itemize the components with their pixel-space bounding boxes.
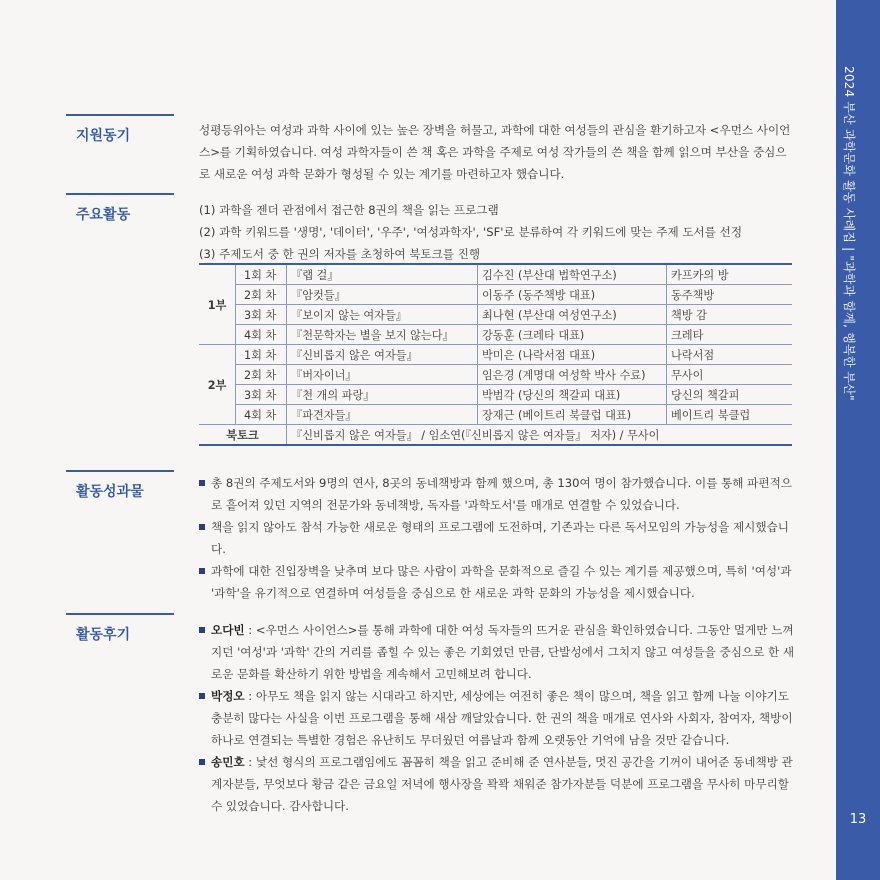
book-cell: 『신비롭지 않은 여자들』 — [287, 345, 478, 365]
table-row — [199, 365, 792, 385]
speaker-cell: 장재근 (베이트리 북클럽 대표) — [478, 405, 667, 425]
activity-item: (2) 과학 키워드를 '생명', '데이터', '우주', '여성과학자', 'SF'로 분류하여 각 키워드에 맞는 주제 도서를 선정 — [199, 225, 743, 239]
table-row — [199, 285, 792, 305]
table-row — [199, 425, 792, 446]
section-heading: 주요활동 — [76, 207, 131, 223]
venue-cell: 나락서점 — [667, 345, 793, 365]
speaker-cell: 이동주 (동주책방 대표) — [478, 285, 667, 305]
venue-cell: 베이트리 북클럽 — [667, 405, 793, 425]
speaker-cell: 임은경 (계명대 여성학 박사 수료) — [478, 365, 667, 385]
venue-cell: 무사이 — [667, 365, 793, 385]
part-label: 2부 — [199, 345, 236, 425]
list-item — [199, 619, 795, 685]
speaker-cell: 김수진 (부산대 법학연구소) — [478, 264, 667, 285]
section-reviews — [66, 613, 174, 644]
review-text: : 아무도 책을 읽지 않는 시대라고 하지만, 세상에는 여전히 좋은 책이 많으며, 책을 읽고 함께 나눌 이야기도 충분히 많다는 사실을 이번 프로그램을 통해 새삼 깨달았습니다. 한 권의 책을 매개로 연사와 사회자, 참여자, 책방이 하나로 연결되는 특별한 경험은 유난히도 무더웠던 여름날과 함께 오랫동안 기억에 남을 것만 같습니다. — [211, 689, 793, 747]
section-motivation — [66, 114, 174, 145]
venue-cell: 카프카의 방 — [667, 264, 793, 285]
session-cell: 2회 차 — [236, 365, 287, 385]
reviews-list — [199, 619, 795, 817]
activities-list — [199, 199, 795, 265]
activity-item: (1) 과학을 젠더 관점에서 접근한 8권의 책을 읽는 프로그램 — [199, 203, 499, 217]
session-cell: 2회 차 — [236, 285, 287, 305]
square-bullet-icon — [199, 759, 205, 765]
result-text: 총 8권의 주제도서와 9명의 연사, 8곳의 동네책방과 함께 했으며, 총 130여 명이 참가했습니다. 이를 통해 파편적으로 흩어져 있던 지역의 전문가와 동네책방, 독자를 '과학도서'를 매개로 연결할 수 있었습니다. — [211, 476, 792, 512]
speaker-cell: 박미은 (나락서점 대표) — [478, 345, 667, 365]
session-cell: 1회 차 — [236, 345, 287, 365]
results-list — [199, 472, 795, 604]
book-cell: 『천 개의 파랑』 — [287, 385, 478, 405]
reviewer-name: 박정오 — [211, 689, 245, 703]
table-row — [199, 405, 792, 425]
book-cell: 『랩 걸』 — [287, 264, 478, 285]
section-activities — [66, 193, 174, 224]
table-row — [199, 264, 792, 285]
venue-cell: 동주책방 — [667, 285, 793, 305]
square-bullet-icon — [199, 693, 205, 699]
square-bullet-icon — [199, 568, 205, 574]
book-cell: 『보이지 않는 여자들』 — [287, 305, 478, 325]
venue-cell: 크레타 — [667, 325, 793, 345]
table-row — [199, 345, 792, 365]
square-bullet-icon — [199, 524, 205, 530]
booktalk-label: 북토크 — [199, 425, 287, 446]
session-cell: 4회 차 — [236, 325, 287, 345]
activity-item: (3) 주제도서 중 한 권의 저자를 초청하여 북토크를 진행 — [199, 247, 481, 261]
session-cell: 4회 차 — [236, 405, 287, 425]
section-heading: 활동후기 — [76, 627, 131, 643]
session-cell: 3회 차 — [236, 385, 287, 405]
speaker-cell: 박범각 (당신의 책갈피 대표) — [478, 385, 667, 405]
booktalk-cell: 『신비롭지 않은 여자들』 / 임소연(『신비롭지 않은 여자들』 저자) / 무사이 — [287, 425, 793, 446]
book-table — [199, 263, 792, 446]
result-text: 책을 읽지 않아도 참석 가능한 새로운 형태의 프로그램에 도전하며, 기존과는 다른 독서모임의 가능성을 제시했습니다. — [211, 520, 789, 556]
section-heading: 지원동기 — [76, 128, 131, 144]
list-item — [199, 751, 795, 817]
speaker-cell: 강동훈 (크레타 대표) — [478, 325, 667, 345]
square-bullet-icon — [199, 480, 205, 486]
part-label: 1부 — [199, 264, 236, 345]
reviewer-name: 오다빈 — [211, 623, 245, 637]
session-cell: 3회 차 — [236, 305, 287, 325]
book-cell: 『버자이너』 — [287, 365, 478, 385]
section-heading: 활동성과물 — [76, 484, 144, 500]
book-cell: 『암컷들』 — [287, 285, 478, 305]
book-cell: 『파견자들』 — [287, 405, 478, 425]
section-results — [66, 470, 174, 501]
list-item — [199, 516, 795, 560]
result-text: 과학에 대한 진입장벽을 낮추며 보다 많은 사람이 과학을 문화적으로 즐길 수 있는 계기를 제공했으며, 특히 '여성'과 '과학'을 유기적으로 연결하며 여성들을 중심으로 한 새로운 과학 문화의 가능성을 제시했습니다. — [211, 564, 792, 600]
venue-cell: 당신의 책갈피 — [667, 385, 793, 405]
review-text: : 낯선 형식의 프로그램임에도 꼼꼼히 책을 읽고 준비해 준 연사분들, 멋진 공간을 기꺼이 내어준 동네책방 관계자분들, 무엇보다 황금 같은 금요일 저녁에 행사장을 꽉꽉 채워준 참가자분들 덕분에 프로그램을 무사히 마무리할 수 있었습니다. 감사합니다. — [211, 755, 793, 813]
list-item — [199, 560, 795, 604]
page-number: 13 — [849, 812, 867, 827]
motivation-text: 성평등위아는 여성과 과학 사이에 있는 높은 장벽을 허물고, 과학에 대한 여성들의 관심을 환기하고자 <우먼스 사이언스>를 기획하였습니다. 여성 과학자들이 쓴 책 혹은 과학을 주제로 여성 작가들의 쓴 책을 함께 읽으며 부산을 중심으로 새로운 여성 과학 문화가 형성될 수 있는 계기를 마련하고자 했습니다. — [199, 123, 791, 181]
table-row — [199, 305, 792, 325]
book-cell: 『천문학자는 별을 보지 않는다』 — [287, 325, 478, 345]
reviewer-name: 송민호 — [211, 755, 245, 769]
list-item — [199, 685, 795, 751]
table-row — [199, 385, 792, 405]
review-text: : <우먼스 사이언스>를 통해 과학에 대한 여성 독자들의 뜨거운 관심을 확인하였습니다. 그동안 멀게만 느껴지던 '여성'과 '과학' 간의 거리를 좁힐 수 있는 좋은 기회였던 만큼, 단발성에서 그치지 않고 여성들을 중심으로 한 새로운 문화를 확산하기 위한 방법을 계속해서 고민해보려 합니다. — [211, 623, 795, 681]
list-item — [199, 472, 795, 516]
table-row — [199, 325, 792, 345]
speaker-cell: 최나현 (부산대 여성연구소) — [478, 305, 667, 325]
session-cell: 1회 차 — [236, 264, 287, 285]
square-bullet-icon — [199, 627, 205, 633]
publication-title: 2024 부산 과학문화 활동 사례집 | "과학과 함께, 행복한 부산" — [842, 66, 856, 401]
venue-cell: 책방 감 — [667, 305, 793, 325]
